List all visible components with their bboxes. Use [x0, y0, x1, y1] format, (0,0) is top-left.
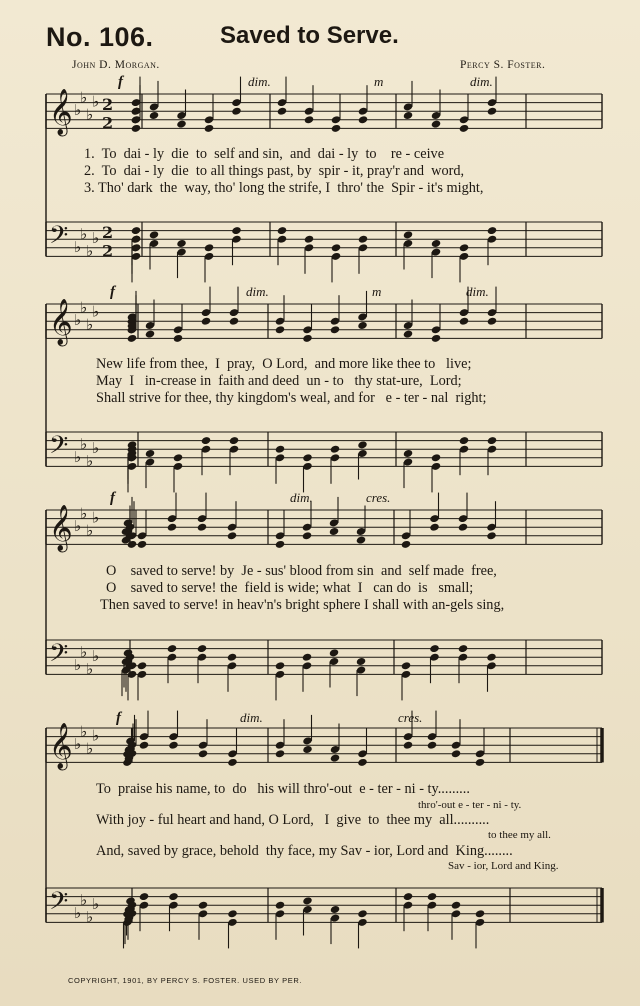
- notehead: [173, 334, 184, 343]
- notehead: [459, 243, 470, 252]
- notehead: [331, 124, 342, 133]
- notehead: [275, 749, 286, 758]
- notehead: [451, 901, 462, 910]
- notehead: [168, 892, 179, 901]
- notehead: [429, 644, 440, 653]
- lyric-line: With joy - ful heart and hand, O Lord, I give to thee my all..........: [96, 812, 490, 828]
- flat-icon: ♭: [74, 447, 82, 466]
- lyric-line: And, saved by grace, behold thy face, my Sav - ior, Lord and King........: [96, 843, 513, 859]
- notehead: [167, 644, 178, 653]
- time-signature: 2: [102, 95, 114, 115]
- notehead: [204, 124, 215, 133]
- notehead: [145, 329, 156, 338]
- notehead: [403, 741, 414, 750]
- notehead: [431, 334, 442, 343]
- flat-icon: ♭: [80, 504, 88, 523]
- notehead: [475, 758, 486, 767]
- notehead: [229, 436, 240, 445]
- notehead: [302, 745, 313, 754]
- dynamic-marking: m: [374, 74, 384, 89]
- notehead: [329, 648, 340, 657]
- music-credit: Percy S. Foster.: [460, 59, 546, 71]
- flat-icon: ♭: [86, 739, 94, 758]
- notehead: [176, 119, 187, 128]
- flat-icon: ♭: [74, 517, 82, 536]
- flat-icon: ♭: [86, 660, 94, 679]
- lyric-line: New life from thee, I pray, O Lord, and more like thee to live;: [96, 356, 472, 372]
- notehead: [459, 436, 470, 445]
- notehead: [356, 657, 367, 666]
- notehead: [227, 653, 238, 662]
- notehead: [458, 644, 469, 653]
- bass-clef-icon: 𝄢: [49, 887, 69, 922]
- notehead: [137, 540, 148, 549]
- notehead: [330, 905, 341, 914]
- lyric-line: O saved to serve! by Je - sus' blood from sin and self made free,: [106, 563, 497, 579]
- notehead: [173, 453, 184, 462]
- treble-clef-icon: 𝄞: [49, 723, 73, 769]
- dynamic-marking: dim.: [246, 284, 269, 299]
- notehead: [330, 445, 341, 454]
- notehead: [302, 531, 313, 540]
- bass-clef-icon: 𝄢: [49, 221, 69, 256]
- flat-icon: ♭: [86, 242, 94, 261]
- flat-icon: ♭: [92, 439, 100, 458]
- dynamic-marking: dim.: [240, 710, 263, 725]
- notehead: [198, 901, 209, 910]
- notehead: [451, 749, 462, 758]
- bass-clef-icon: 𝄢: [49, 639, 69, 674]
- dynamic-marking: cres.: [398, 710, 423, 725]
- notehead: [486, 531, 497, 540]
- flat-icon: ♭: [80, 722, 88, 741]
- flat-icon: ♭: [80, 890, 88, 909]
- lyric-line: O saved to serve! the field is wide; what I can do is small;: [106, 580, 474, 596]
- dynamic-marking: f: [116, 710, 121, 726]
- notehead: [403, 230, 414, 239]
- dynamic-marking: f: [118, 74, 123, 90]
- notehead: [358, 115, 369, 124]
- notehead: [459, 124, 470, 133]
- notehead: [356, 535, 367, 544]
- notehead: [131, 124, 142, 133]
- flat-icon: ♭: [86, 105, 94, 124]
- flat-icon: ♭: [80, 88, 88, 107]
- notehead: [487, 107, 498, 116]
- notehead: [331, 243, 342, 252]
- time-signature: 2: [102, 241, 114, 261]
- notehead: [487, 317, 498, 326]
- flat-icon: ♭: [92, 302, 100, 321]
- flat-icon: ♭: [86, 521, 94, 540]
- lyric-line: May I in-crease in faith and deed un - to thy stat-ure, Lord;: [96, 373, 462, 389]
- notehead: [330, 325, 341, 334]
- dynamic-marking: dim.: [466, 284, 489, 299]
- notehead: [302, 896, 313, 905]
- flat-icon: ♭: [74, 237, 82, 256]
- notehead: [487, 226, 498, 235]
- notehead: [149, 230, 160, 239]
- echo-lyric: Sav - ior, Lord and King.: [448, 860, 559, 872]
- dynamic-marking: f: [110, 490, 115, 506]
- time-signature: 2: [102, 113, 114, 133]
- dynamic-marking: f: [110, 284, 115, 300]
- notehead: [145, 449, 156, 458]
- flat-icon: ♭: [92, 726, 100, 745]
- notehead: [197, 523, 208, 532]
- notehead: [275, 325, 286, 334]
- flat-icon: ♭: [92, 647, 100, 666]
- flat-icon: ♭: [92, 508, 100, 527]
- lyric-line: 2. To dai - ly die to all things past, by spir - it, pray'r and word,: [84, 163, 465, 179]
- flat-icon: ♭: [80, 224, 88, 243]
- notehead: [227, 758, 238, 767]
- time-signature: 2: [102, 223, 114, 243]
- notehead: [275, 661, 286, 670]
- notehead: [401, 540, 412, 549]
- notehead: [459, 317, 470, 326]
- notehead: [302, 653, 313, 662]
- notehead: [358, 235, 369, 244]
- notehead: [304, 235, 315, 244]
- notehead: [204, 243, 215, 252]
- notehead: [131, 226, 142, 235]
- hymn-number: No. 106.: [46, 22, 154, 52]
- flat-icon: ♭: [80, 298, 88, 317]
- notehead: [227, 909, 238, 918]
- notehead: [139, 741, 150, 750]
- notehead: [357, 909, 368, 918]
- flat-icon: ♭: [80, 642, 88, 661]
- notehead: [329, 527, 340, 536]
- notehead: [201, 436, 212, 445]
- notehead: [330, 753, 341, 762]
- flat-icon: ♭: [80, 434, 88, 453]
- dynamic-marking: dim.: [290, 490, 313, 505]
- notehead: [458, 523, 469, 532]
- notehead: [431, 453, 442, 462]
- notehead: [304, 115, 315, 124]
- lyric-line: 3. Tho' dark the way, tho' long the strife, I thro' the Spir - it's might,: [84, 180, 484, 196]
- notehead: [167, 523, 178, 532]
- lyric-line: To praise his name, to do his will thro'-out e - ter - ni - ty.........: [96, 781, 470, 797]
- notehead: [475, 909, 486, 918]
- notehead: [127, 334, 138, 343]
- dynamic-marking: m: [372, 284, 382, 299]
- notehead: [231, 107, 242, 116]
- notehead: [275, 901, 286, 910]
- words-credit: John D. Morgan.: [72, 59, 160, 71]
- notehead: [137, 661, 148, 670]
- dynamic-marking: dim.: [470, 74, 493, 89]
- notehead: [429, 523, 440, 532]
- notehead: [277, 107, 288, 116]
- treble-clef-icon: 𝄞: [49, 89, 73, 135]
- notehead: [357, 440, 368, 449]
- notehead: [487, 436, 498, 445]
- hymn-title: Saved to Serve.: [220, 22, 399, 49]
- notehead: [401, 661, 412, 670]
- bass-clef-icon: 𝄢: [49, 431, 69, 466]
- dynamic-marking: dim.: [248, 74, 271, 89]
- flat-icon: ♭: [74, 311, 82, 330]
- notehead: [201, 317, 212, 326]
- notehead: [403, 892, 414, 901]
- notehead: [139, 892, 150, 901]
- notehead: [486, 653, 497, 662]
- notehead: [357, 321, 368, 330]
- dynamic-marking: cres.: [366, 490, 391, 505]
- notehead: [302, 334, 313, 343]
- treble-clef-icon: 𝄞: [49, 299, 73, 345]
- notehead: [403, 329, 414, 338]
- notehead: [149, 111, 160, 120]
- flat-icon: ♭: [86, 908, 94, 927]
- notehead: [227, 531, 238, 540]
- echo-lyric: to thee my all.: [488, 829, 551, 841]
- notehead: [229, 317, 240, 326]
- lyric-line: Then saved to serve! in heav'n's bright sphere I shall with an-gels sing,: [100, 597, 505, 613]
- flat-icon: ♭: [86, 315, 94, 334]
- notehead: [277, 226, 288, 235]
- notehead: [198, 749, 209, 758]
- flat-icon: ♭: [92, 92, 100, 111]
- notehead: [168, 741, 179, 750]
- flat-icon: ♭: [74, 735, 82, 754]
- flat-icon: ♭: [92, 229, 100, 248]
- flat-icon: ♭: [74, 903, 82, 922]
- notehead: [403, 449, 414, 458]
- notehead: [302, 453, 313, 462]
- notehead: [197, 644, 208, 653]
- treble-clef-icon: 𝄞: [49, 505, 73, 551]
- notehead: [275, 445, 286, 454]
- flat-icon: ♭: [86, 452, 94, 471]
- flat-icon: ♭: [92, 895, 100, 914]
- notehead: [431, 119, 442, 128]
- flat-icon: ♭: [74, 655, 82, 674]
- notehead: [275, 540, 286, 549]
- notehead: [427, 741, 438, 750]
- notehead: [231, 226, 242, 235]
- lyric-line: Shall strive for thee, thy kingdom's weal, and for e - ter - nal right;: [96, 390, 487, 406]
- flat-icon: ♭: [74, 101, 82, 120]
- lyric-line: 1. To dai - ly die to self and sin, and dai - ly to re - ceive: [84, 146, 445, 162]
- notehead: [431, 239, 442, 248]
- notehead: [176, 239, 187, 248]
- copyright-notice: COPYRIGHT, 1901, BY PERCY S. FOSTER. USED BY PER.: [68, 976, 303, 985]
- notehead: [403, 111, 414, 120]
- notehead: [427, 892, 438, 901]
- echo-lyric: thro'-out e - ter - ni - ty.: [418, 799, 522, 811]
- notehead: [357, 758, 368, 767]
